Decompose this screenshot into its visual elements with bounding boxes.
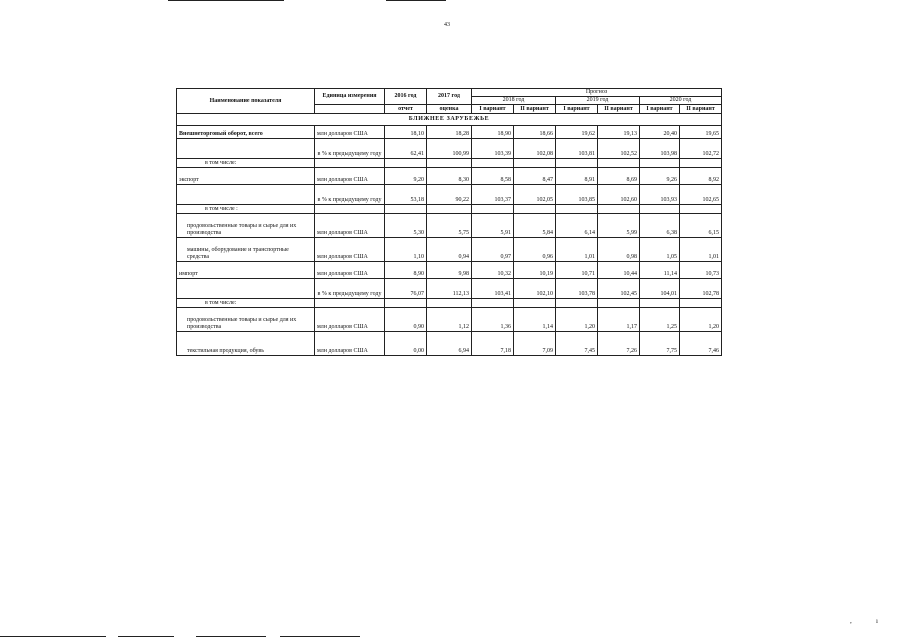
row-value: 10,19: [514, 262, 556, 279]
corner-mark-left: ,: [850, 617, 852, 625]
row-value: 1,12: [427, 308, 472, 332]
row-value: 8,92: [680, 168, 722, 185]
row-name: в том числе:: [177, 299, 315, 308]
row-value: 0,97: [472, 238, 514, 262]
header-2019-v1: I вариант: [556, 105, 598, 114]
table-row: [177, 139, 722, 159]
row-value: 8,69: [598, 168, 640, 185]
row-value: [385, 159, 427, 168]
row-name: [177, 185, 315, 205]
row-value: 10,32: [472, 262, 514, 279]
row-value: 1,20: [556, 308, 598, 332]
row-value: 103,78: [556, 279, 598, 299]
header-2020-v1: I вариант: [640, 105, 680, 114]
row-value: 1,01: [556, 238, 598, 262]
row-value: 7,75: [640, 332, 680, 356]
row-value: 1,01: [680, 238, 722, 262]
row-value: 112,13: [427, 279, 472, 299]
row-value: 8,91: [556, 168, 598, 185]
table-row: [177, 168, 722, 185]
row-value: 18,10: [385, 126, 427, 139]
row-value: 8,90: [385, 262, 427, 279]
row-unit: млн долларов США: [315, 126, 385, 139]
top-rule-2: [386, 0, 446, 1]
header-2020-v2: II вариант: [680, 105, 722, 114]
row-value: 1,17: [598, 308, 640, 332]
row-value: [556, 299, 598, 308]
row-value: 90,22: [427, 185, 472, 205]
row-value: 1,20: [680, 308, 722, 332]
row-value: 7,09: [514, 332, 556, 356]
row-unit: в % к предыдущему году: [315, 139, 385, 159]
row-name: Внешнеторговый оборот, всего: [177, 126, 315, 139]
table-row: [177, 126, 722, 139]
row-value: 102,05: [514, 185, 556, 205]
bottom-rule-2: [118, 636, 174, 637]
row-value: 1,10: [385, 238, 427, 262]
row-value: 18,90: [472, 126, 514, 139]
row-value: 9,98: [427, 262, 472, 279]
table-row: [177, 214, 722, 238]
row-name: в том числе :: [177, 205, 315, 214]
row-value: 5,84: [514, 214, 556, 238]
row-value: 6,38: [640, 214, 680, 238]
row-value: 5,91: [472, 214, 514, 238]
row-name: [177, 139, 315, 159]
row-value: 5,99: [598, 214, 640, 238]
top-rule-1: [168, 0, 284, 1]
row-unit: млн долларов США: [315, 308, 385, 332]
row-value: 62,41: [385, 139, 427, 159]
row-value: 8,58: [472, 168, 514, 185]
row-value: [640, 159, 680, 168]
row-value: 53,18: [385, 185, 427, 205]
row-value: 1,05: [640, 238, 680, 262]
row-value: 20,40: [640, 126, 680, 139]
row-value: 10,73: [680, 262, 722, 279]
row-value: 0,96: [514, 238, 556, 262]
row-unit: в % к предыдущему году: [315, 185, 385, 205]
row-unit: млн долларов США: [315, 168, 385, 185]
row-value: 7,18: [472, 332, 514, 356]
row-value: [640, 299, 680, 308]
row-value: [680, 299, 722, 308]
row-value: 9,26: [640, 168, 680, 185]
page-number: 43: [444, 22, 450, 28]
row-value: [680, 159, 722, 168]
row-value: 102,52: [598, 139, 640, 159]
row-value: 1,36: [472, 308, 514, 332]
row-value: 103,81: [556, 139, 598, 159]
row-value: 102,10: [514, 279, 556, 299]
row-value: [427, 299, 472, 308]
row-value: 19,62: [556, 126, 598, 139]
bottom-rule-1: [0, 636, 106, 637]
row-value: 102,65: [680, 185, 722, 205]
row-value: 102,72: [680, 139, 722, 159]
row-value: 0,98: [598, 238, 640, 262]
row-value: 1,25: [640, 308, 680, 332]
table-row: [177, 262, 722, 279]
row-value: 7,45: [556, 332, 598, 356]
row-value: 103,39: [472, 139, 514, 159]
row-value: 10,71: [556, 262, 598, 279]
row-name: [177, 279, 315, 299]
row-value: [598, 205, 640, 214]
header-2017: 2017 год: [427, 89, 472, 105]
row-name: продовольственные товары и сырье для их производства: [177, 214, 315, 238]
row-value: 8,47: [514, 168, 556, 185]
row-value: 10,44: [598, 262, 640, 279]
row-value: 7,26: [598, 332, 640, 356]
header-2019-v2: II вариант: [598, 105, 640, 114]
row-value: 1,14: [514, 308, 556, 332]
row-value: 0,94: [427, 238, 472, 262]
row-value: 76,07: [385, 279, 427, 299]
header-2020: 2020 год: [640, 97, 722, 105]
row-value: 9,20: [385, 168, 427, 185]
row-value: 102,08: [514, 139, 556, 159]
row-value: 11,14: [640, 262, 680, 279]
row-value: [514, 299, 556, 308]
economic-forecast-table: [176, 88, 722, 356]
header-unit-blank: [315, 105, 385, 114]
row-value: [427, 159, 472, 168]
section-row: [177, 114, 722, 126]
row-unit: [315, 299, 385, 308]
header-sub-2017: оценка: [427, 105, 472, 114]
section-title: БЛИЖНЕЕ ЗАРУБЕЖЬЕ: [177, 114, 722, 126]
row-value: [472, 205, 514, 214]
table-row: [177, 159, 722, 168]
table-row: [177, 185, 722, 205]
row-value: 103,41: [472, 279, 514, 299]
row-value: 102,60: [598, 185, 640, 205]
row-value: 19,65: [680, 126, 722, 139]
row-value: 19,13: [598, 126, 640, 139]
row-value: [472, 299, 514, 308]
table-row: [177, 279, 722, 299]
row-value: [640, 205, 680, 214]
row-name: в том числе:: [177, 159, 315, 168]
table-row: [177, 238, 722, 262]
row-unit: в % к предыдущему году: [315, 279, 385, 299]
row-value: 18,66: [514, 126, 556, 139]
row-value: 103,98: [640, 139, 680, 159]
row-value: 103,85: [556, 185, 598, 205]
table-row: [177, 205, 722, 214]
row-name: продовольственные товары и сырье для их производства: [177, 308, 315, 332]
table-row: [177, 308, 722, 332]
row-value: 6,14: [556, 214, 598, 238]
row-value: 6,15: [680, 214, 722, 238]
row-value: [385, 299, 427, 308]
header-2018: 2018 год: [472, 97, 556, 105]
header-2018-v1: I вариант: [472, 105, 514, 114]
header-unit: Единица измерения: [315, 89, 385, 105]
row-value: 8,30: [427, 168, 472, 185]
row-value: [598, 299, 640, 308]
row-value: [556, 205, 598, 214]
row-value: [598, 159, 640, 168]
row-value: 0,90: [385, 308, 427, 332]
header-2019: 2019 год: [556, 97, 640, 105]
row-unit: [315, 159, 385, 168]
row-name: текстильная продукция, обувь: [177, 332, 315, 356]
header-2018-v2: II вариант: [514, 105, 556, 114]
row-value: 5,30: [385, 214, 427, 238]
row-value: [514, 159, 556, 168]
header-2016: 2016 год: [385, 89, 427, 105]
row-unit: млн долларов США: [315, 332, 385, 356]
table-row: [177, 332, 722, 356]
row-value: 100,99: [427, 139, 472, 159]
header-forecast: Прогноз: [472, 89, 722, 97]
corner-mark-right: ı: [876, 617, 878, 625]
row-value: [472, 159, 514, 168]
row-unit: [315, 205, 385, 214]
row-value: 102,78: [680, 279, 722, 299]
row-name: машины, оборудование и транспортные средства: [177, 238, 315, 262]
row-unit: млн долларов США: [315, 238, 385, 262]
row-name: экспорт: [177, 168, 315, 185]
row-value: 103,93: [640, 185, 680, 205]
row-value: [680, 205, 722, 214]
row-value: [556, 159, 598, 168]
row-value: 104,01: [640, 279, 680, 299]
header-name: Наименование показателя: [177, 89, 315, 114]
row-value: 102,45: [598, 279, 640, 299]
row-value: 0,00: [385, 332, 427, 356]
row-unit: млн долларов США: [315, 214, 385, 238]
header-sub-2016: отчет: [385, 105, 427, 114]
row-value: [427, 205, 472, 214]
row-value: 5,75: [427, 214, 472, 238]
bottom-rule-4: [280, 636, 360, 637]
row-value: 6,94: [427, 332, 472, 356]
row-name: импорт: [177, 262, 315, 279]
row-value: 103,37: [472, 185, 514, 205]
row-value: 18,28: [427, 126, 472, 139]
row-unit: млн долларов США: [315, 262, 385, 279]
row-value: [514, 205, 556, 214]
bottom-rule-3: [196, 636, 266, 637]
row-value: 7,46: [680, 332, 722, 356]
row-value: [385, 205, 427, 214]
table-row: [177, 299, 722, 308]
